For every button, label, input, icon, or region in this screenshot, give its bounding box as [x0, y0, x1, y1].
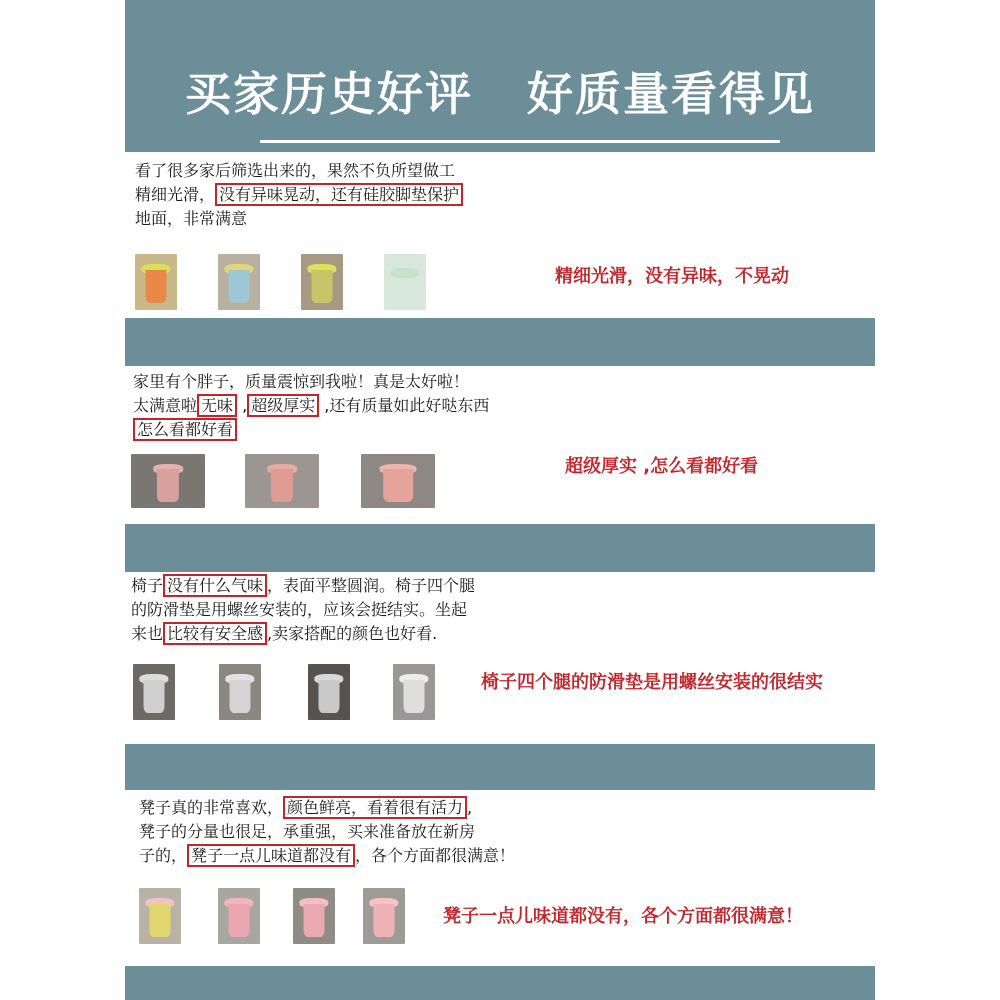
review-4-photo-1[interactable] [139, 888, 181, 944]
stool-legs-shape [271, 469, 293, 501]
review-3-caption: 椅子四个腿的防滑垫是用螺丝安装的很结实 [481, 672, 823, 693]
review-3-text [131, 574, 475, 646]
review-2-photo-1[interactable] [131, 454, 205, 508]
review-1-photo-2[interactable] [218, 254, 260, 310]
header-banner [125, 0, 875, 152]
stool-seat-shape [390, 268, 419, 278]
review-2-photo-3[interactable] [361, 454, 435, 508]
stool-legs-shape [230, 680, 251, 714]
review-4-photo-3[interactable] [293, 888, 335, 944]
review-card-1 [125, 152, 875, 318]
review-3-line-1 [131, 574, 475, 598]
review-1-photo-4[interactable] [384, 254, 426, 310]
review-page [125, 0, 875, 1000]
review-2-photo-2[interactable] [245, 454, 319, 508]
separator-band-3 [125, 744, 875, 790]
review-1-highlight: 没有异味晃动，还有硅胶脚垫保护 [215, 183, 463, 206]
stool-legs-shape [404, 680, 425, 714]
review-4-line-3 [139, 844, 515, 868]
review-1-line-1: 看了很多家后筛选出来的，果然不负所望做工 [135, 161, 456, 180]
review-3-line-2: 的防滑垫是用螺丝安装的，应该会挺结实。坐起 [131, 600, 468, 619]
review-4-highlight-1: 颜色鲜亮，看着很有活力 [283, 796, 467, 819]
review-3-line-1-pre: 椅子 [131, 576, 164, 595]
review-3-line-1-post: ，表面平整圆润。椅子四个腿 [267, 576, 476, 595]
review-1-text [135, 159, 463, 231]
stool-legs-shape [304, 904, 325, 938]
review-4-line-3-pre: 子的， [139, 846, 188, 865]
stool-legs-shape [157, 469, 179, 501]
review-card-3 [125, 572, 875, 744]
review-4-line-1-post: , [467, 798, 473, 817]
stool-legs-shape [146, 270, 167, 304]
review-3-line-3 [131, 622, 475, 646]
review-card-4 [125, 790, 875, 966]
review-4-photo-4[interactable] [363, 888, 405, 944]
review-3-highlight-1: 没有什么气味 [163, 574, 267, 597]
separator-band-1 [125, 318, 875, 366]
stool-legs-shape [383, 469, 413, 501]
review-2-line-2 [133, 394, 489, 418]
review-2-highlight-2: 超级厚实 [247, 394, 319, 417]
page-title: 买家历史好评 好质量看得见 [184, 67, 816, 121]
review-4-line-2: 凳子的分量也很足，承重强，买来准备放在新房 [139, 822, 476, 841]
stool-legs-shape [312, 270, 333, 304]
review-1-line-2-pre: 精细光滑， [135, 185, 216, 204]
review-2-line-2-pre: 太满意啦 [133, 396, 198, 415]
review-1-line-2 [135, 183, 463, 207]
review-2-caption: 超级厚实 ,怎么看都好看 [565, 456, 759, 477]
review-3-photo-3[interactable] [308, 664, 350, 720]
review-1-line-3: 地面，非常满意 [135, 209, 248, 228]
stool-legs-shape [229, 270, 250, 304]
review-3-highlight-2: 比较有安全感 [163, 622, 267, 645]
stool-legs-shape [374, 904, 395, 938]
review-4-text [139, 796, 515, 868]
review-1-photo-1[interactable] [135, 254, 177, 310]
review-2-line-2-post: ,还有质量如此好哒东西 [319, 396, 490, 415]
review-1-caption: 精细光滑，没有异味，不晃动 [555, 266, 789, 287]
review-3-photo-2[interactable] [219, 664, 261, 720]
stool-legs-shape [144, 680, 165, 714]
review-4-line-1 [139, 796, 515, 820]
review-4-photo-2[interactable] [218, 888, 260, 944]
stool-legs-shape [150, 904, 171, 938]
review-3-line-3-pre: 来也 [131, 624, 164, 643]
review-4-line-1-pre: 凳子真的非常喜欢， [139, 798, 284, 817]
review-2-line-3 [133, 418, 489, 442]
review-4-caption: 凳子一点儿味道都没有，各个方面都很满意！ [443, 906, 803, 927]
review-4-highlight-2: 凳子一点儿味道都没有 [187, 844, 355, 867]
review-2-line-2-mid: , [237, 396, 248, 415]
stool-legs-shape [229, 904, 250, 938]
title-underline [260, 140, 780, 143]
review-4-line-3-post: ，各个方面都很满意！ [355, 846, 516, 865]
review-3-photo-4[interactable] [393, 664, 435, 720]
review-2-line-1: 家里有个胖子，质量震惊到我啦！真是太好啦！ [133, 372, 470, 391]
separator-band-4 [125, 966, 875, 1000]
stool-legs-shape [319, 680, 340, 714]
review-2-highlight-3: 怎么看都好看 [133, 418, 237, 441]
review-1-photo-3[interactable] [301, 254, 343, 310]
review-3-photo-1[interactable] [133, 664, 175, 720]
review-2-highlight-1: 无味 [197, 394, 237, 417]
separator-band-2 [125, 524, 875, 572]
review-2-text [133, 370, 489, 442]
review-3-line-3-post: ,卖家搭配的颜色也好看. [267, 624, 438, 643]
review-card-2 [125, 366, 875, 524]
